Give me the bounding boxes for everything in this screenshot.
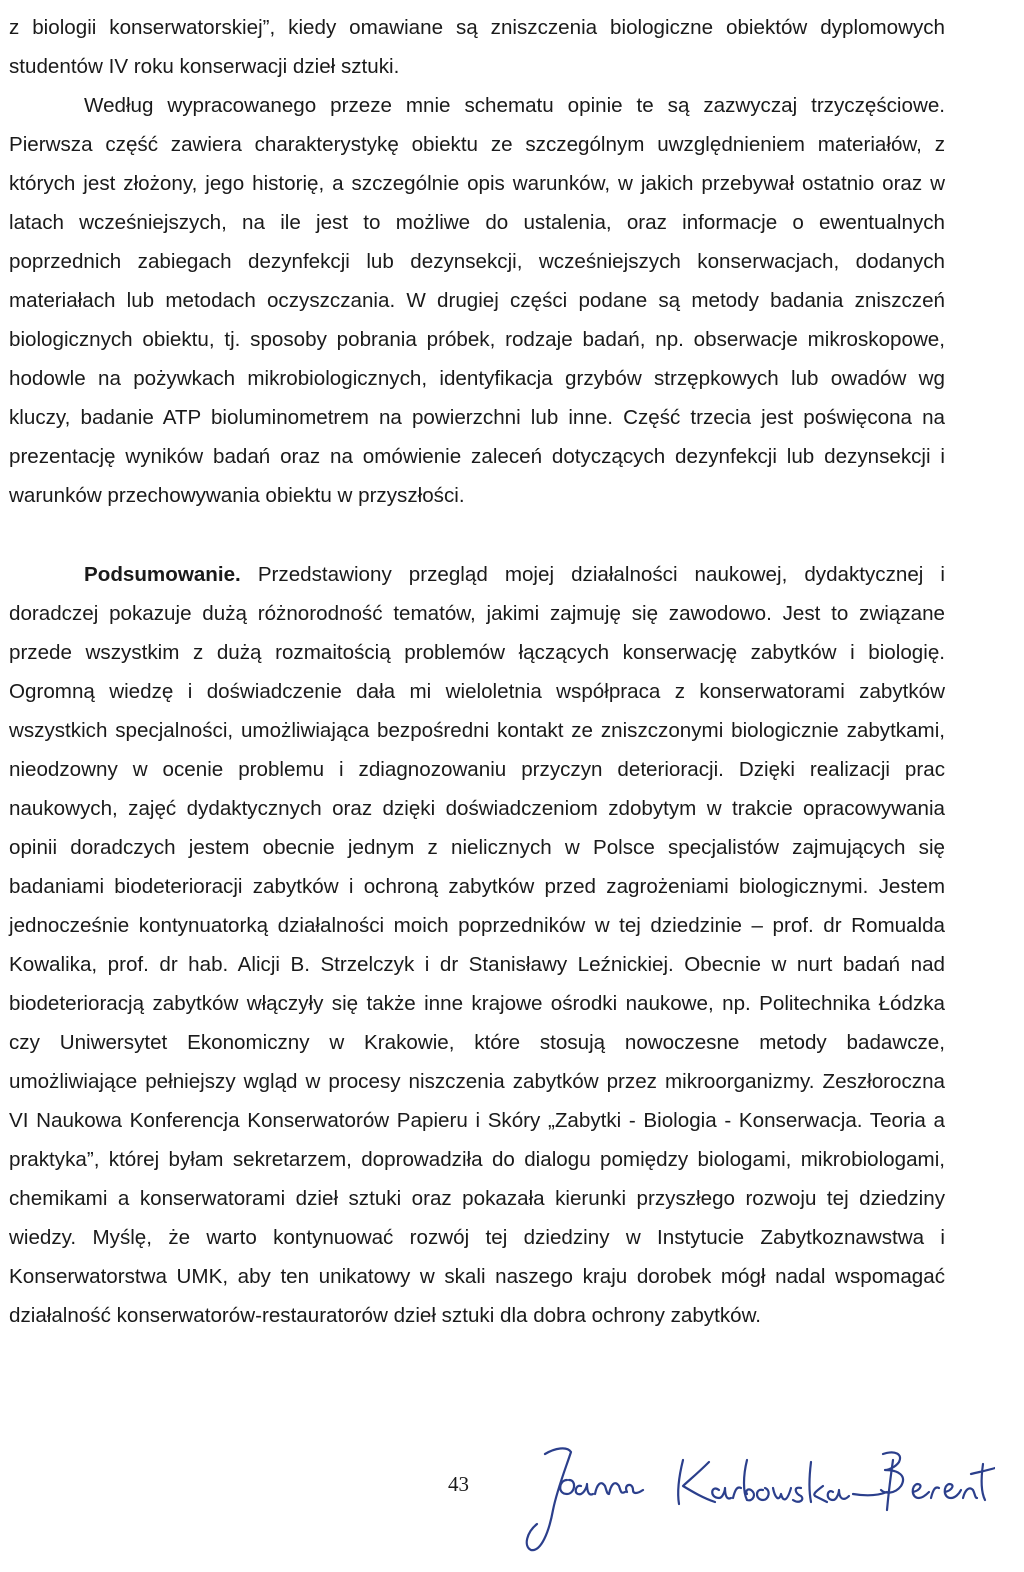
summary-heading: Podsumowanie.	[84, 563, 241, 586]
document-page	[9, 8, 945, 1335]
handwritten-signature	[515, 1440, 995, 1560]
paragraph-opinion-structure: Według wypracowanego przeze mnie schematu opinie te są zazwyczaj trzyczęściowe. Pierwsza część zawiera charakterystykę obiektu ze szczególnym uwzględnieniem materiałów, z których jest złożony, jego historię, a szczególnie opis warunków, w jakich przebywał ostatnio oraz w latach wcześniejszych, na ile jest to możliwe do ustalenia, oraz informacje o ewentualnych poprzednich zabiegach dezynfekcji lub dezynsekcji, wcześniejszych konserwacjach, dodanych materiałach lub metodach oczyszczania. W drugiej części podane są metody badania zniszczeń biologicznych obiektu, tj. sposoby pobrania próbek, rodzaje badań, np. obserwacje mikroskopowe, hodowle na pożywkach mikrobiologicznych, identyfikacja grzybów strzępkowych lub owadów wg kluczy, badanie ATP bioluminometrem na powierzchni lub inne. Część trzecia jest poświęcona na prezentację wyników badań oraz na omówienie zaleceń dotyczących dezynfekcji lub dezynsekcji i warunków przechowywania obiektu w przyszłości.	[9, 94, 945, 507]
paragraph-summary	[9, 555, 945, 1335]
page-number: 43	[448, 1472, 469, 1496]
paragraph-gap	[9, 515, 945, 555]
summary-text: Przedstawiony przegląd mojej działalności naukowej, dydaktycznej i doradczej pokazuje dużą różnorodność tematów, jakimi zajmuję się zawodowo. Jest to związane przede wszystkim z dużą rozmaitością problemów łączących konserwację zabytków i biologię. Ogromną wiedzę i doświadczenie dała mi wieloletnia współpraca z konserwatorami zabytków wszystkich specjalności, umożliwiająca bezpośredni kontakt ze zniszczonymi biologicznie zabytkami, nieodzowny w ocenie problemu i zdiagnozowaniu przyczyn deterioracji. Dzięki realizacji prac naukowych, zajęć dydaktycznych oraz dzięki doświadczeniom zdobytym w trakcie opracowywania opinii doradczych jestem obecnie jednym z nielicznych w Polsce specjalistów zajmujących się badaniami biodeterioracji zabytków i ochroną zabytków przed zagrożeniami biologicznymi. Jestem jednocześnie kontynuatorką działalności moich poprzedników w tej dziedzinie – prof. dr Romualda Kowalika, prof. dr hab. Alicji B. Strzelczyk i dr Stanisławy Leźnickiej. Obecnie w nurt badań nad biodeterioracją zabytków włączyły się także inne krajowe ośrodki naukowe, np. Politechnika Łódzka czy Uniwersytet Ekonomiczny w Krakowie, które stosują nowoczesne metody badawcze, umożliwiające pełniejszy wgląd w procesy niszczenia zabytków przez mikroorganizmy. Zeszłoroczna VI Naukowa Konferencja Konserwatorów Papieru i Skóry „Zabytki - Biologia - Konserwacja. Teoria a praktyka”, której byłam sekretarzem, doprowadziła do dialogu pomiędzy biologami, mikrobiologami, chemikami a konserwatorami dzieł sztuki oraz pokazała kierunki przyszłego rozwoju tej dziedziny wiedzy. Myślę, że warto kontynuować rozwój tej dziedziny w Instytucie Zabytkoznawstwa i Konserwatorstwa UMK, aby ten unikatowy w skali naszego kraju dorobek mógł nadal wspomagać działalność konserwatorów-restauratorów dzieł sztuki dla dobra ochrony zabytków.	[9, 563, 945, 1327]
paragraph-continuation: z biologii konserwatorskiej”, kiedy omawiane są zniszczenia biologiczne obiektów dyplomowych studentów IV roku konserwacji dzieł sztuki.	[9, 16, 945, 78]
